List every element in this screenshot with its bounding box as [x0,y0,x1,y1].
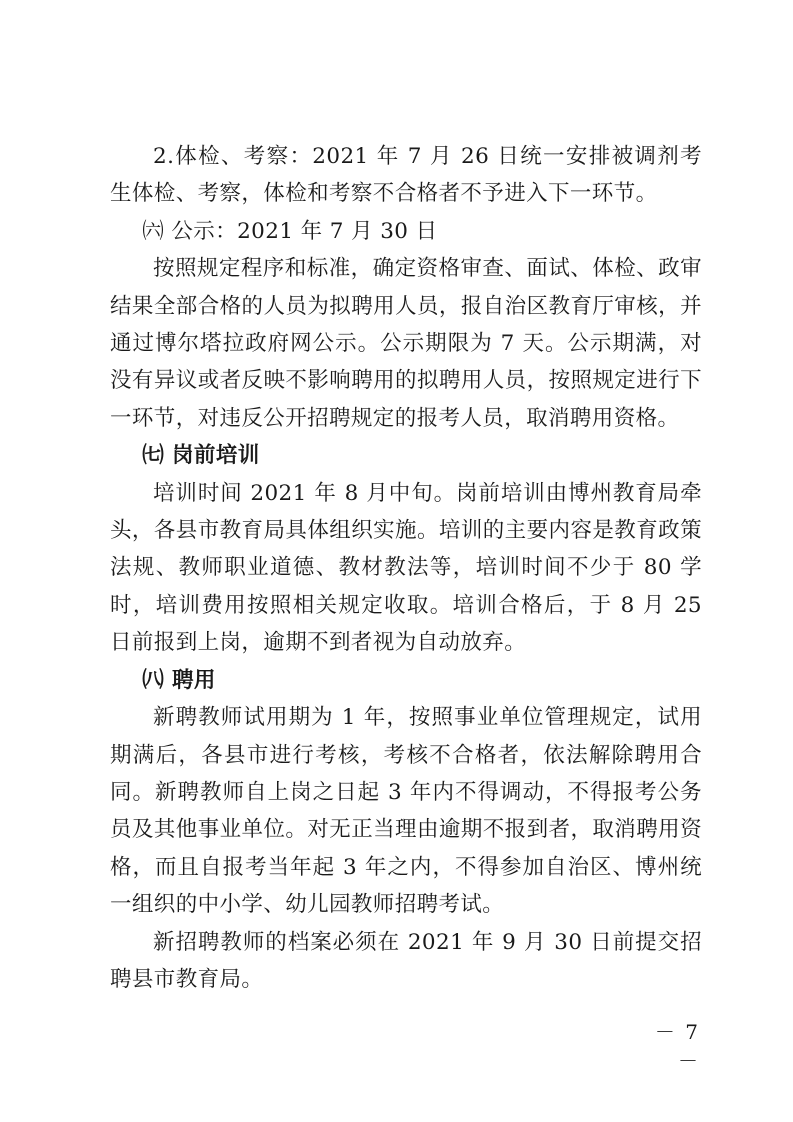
paragraph-training: 培训时间 2021 年 8 月中旬。岗前培训由博州教育局牵头，各县市教育局具体组织实施。培训的主要内容是教育政策法规、教师职业道德、教材教法等，培训时间不少于 80 学时，培训费用按照相关规定收取。培训合格后，于 8 月 25 日前报到上岗，逾期不到者视为自动放弃。 [110,480,702,656]
paragraph-physical-exam: 2.体检、考察：2021 年 7 月 26 日统一安排被调剂考生体检、考察，体检和考察不合格者不予进入下一环节。 [110,144,702,207]
page-number: － 7 － [654,1020,700,1073]
paragraph-employment: 新聘教师试用期为 1 年，按照事业单位管理规定，试用期满后，各县市进行考核，考核不合格者，依法解除聘用合同。新聘教师自上岗之日起 3 年内不得调动，不得报考公务员及其他事业单位。对无正当理由逾期不报到者，取消聘用资格，而且自报考当年起 3 年之内，不得参加自治区、博州统一组织的中小学、幼儿园教师招聘考试。 [110,705,702,918]
section-heading-training: ㈦ 岗前培训 [142,443,260,469]
paragraph-archive: 新招聘教师的档案必须在 2021 年 9 月 30 日前提交招聘县市教育局。 [110,929,702,992]
section-heading-employment: ㈧ 聘用 [142,667,216,693]
paragraph-publicity: 按照规定程序和标准，确定资格审查、面试、体检、政审结果全部合格的人员为拟聘用人员，报自治区教育厅审核，并通过博尔塔拉政府网公示。公示期限为 7 天。公示期满，对没有异议或者反映不影响聘用的拟聘用人员，按照规定进行下一环节，对违反公开招聘规定的报考人员，取消聘用资格。 [110,256,702,431]
section-heading-publicity: ㈥ 公示：2021 年 7 月 30 日 [142,218,438,244]
document-body [110,138,702,998]
